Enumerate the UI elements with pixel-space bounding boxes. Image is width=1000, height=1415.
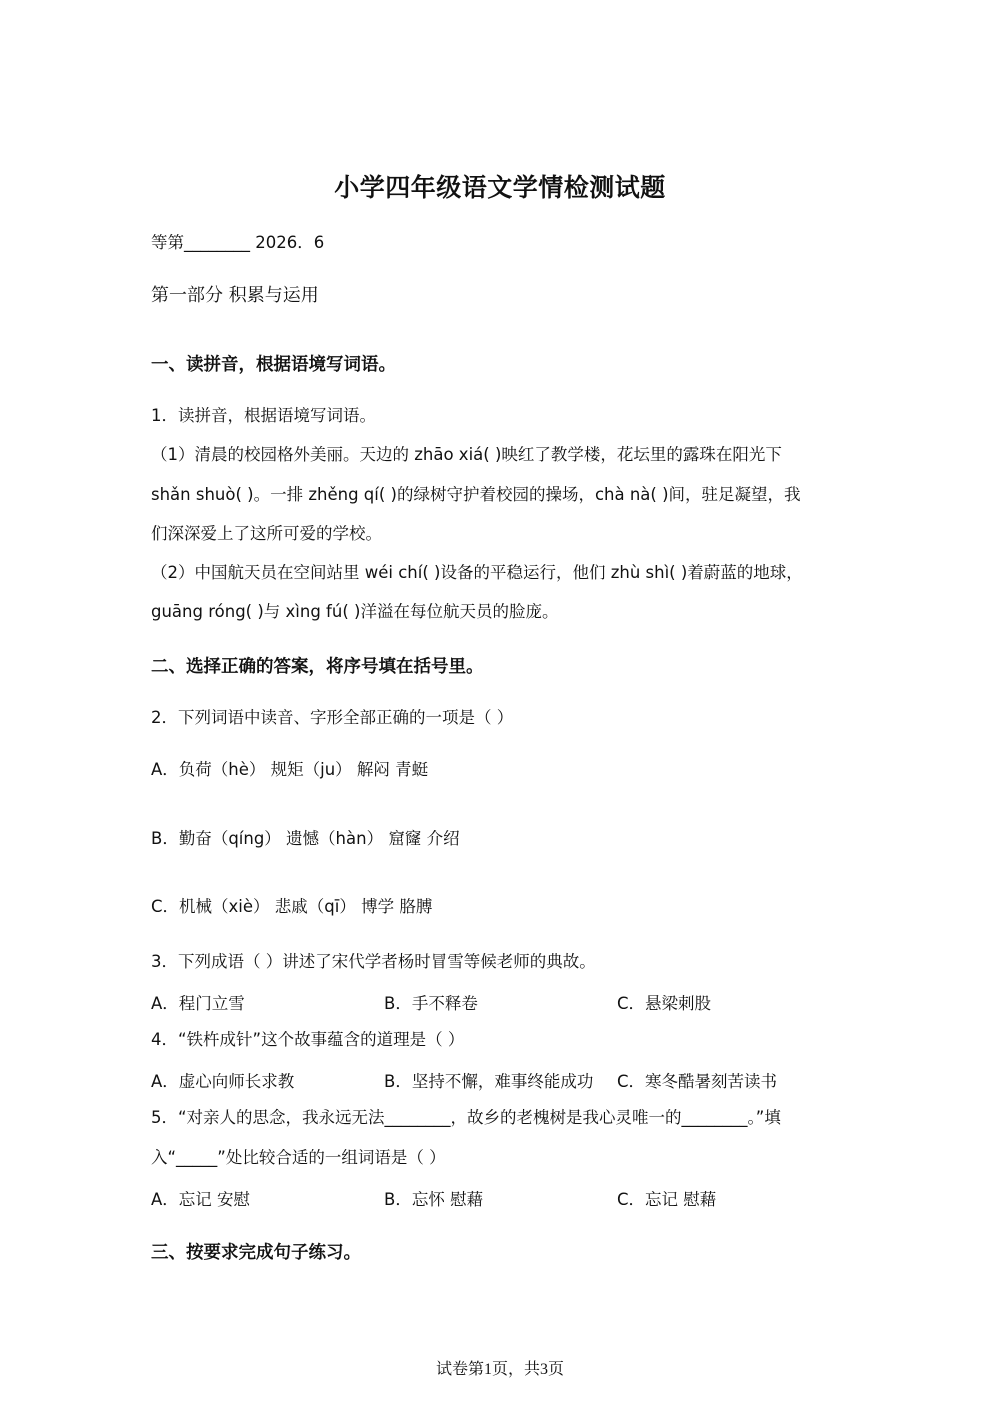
question-2-stem: 2．下列词语中读音、字形全部正确的一项是（ ） [151,708,514,727]
page-footer: 试卷第1页，共3页 [435,1361,564,1378]
question-1-part1-line2: shǎn shuò( )。一排 zhěng qí( )的绿树守护着校园的操场，chà nà( )间，驻足凝望，我 [151,485,801,504]
question-5-line1: 5．“对亲人的思念，我永远无法________，故乡的老槐树是我心灵唯一的________。”填 [151,1108,781,1127]
grade-date-line: 等第________ 2026．6 [151,233,325,252]
question-2-option-c: C．机械（xiè） 悲戚（qī） 博学 胳膊 [151,897,433,916]
question-1-part2-line2: guāng róng( )与 xìng fú( )洋溢在每位航天员的脸庞。 [151,602,559,621]
question-1-part1-line1: （1）清晨的校园格外美丽。天边的 zhāo xiá( )映红了教学楼，花坛里的露珠在阳光下 [151,445,782,464]
question-5-option-b: B．忘怀 慰藉 [384,1190,484,1209]
question-1-stem: 1．读拼音，根据语境写词语。 [151,406,376,425]
question-5-option-a: A．忘记 安慰 [151,1190,251,1209]
question-5-option-c: C．忘记 慰藉 [617,1190,717,1209]
question-2-option-a: A．负荷（hè） 规矩（ju） 解闷 青蜓 [151,760,429,779]
section-heading-3: 三、按要求完成句子练习。 [151,1243,361,1263]
question-3-option-a: A．程门立雪 [151,994,245,1013]
section-heading-2: 二、选择正确的答案，将序号填在括号里。 [151,657,484,677]
page-title: 小学四年级语文学情检测试题 [334,173,666,202]
question-4-option-c: C．寒冬酷暑刻苦读书 [617,1072,778,1091]
question-3-stem: 3．下列成语（ ）讲述了宋代学者杨时冒雪等候老师的典故。 [151,952,596,971]
question-5-line2: 入“_____”处比较合适的一组词语是（ ） [151,1148,446,1167]
question-1-part1-line3: 们深深爱上了这所可爱的学校。 [151,524,382,543]
question-3-option-b: B．手不释卷 [384,994,478,1013]
question-4-stem: 4．“铁杵成针”这个故事蕴含的道理是（ ） [151,1030,465,1049]
question-2-option-b: B．勤奋（qíng） 遗憾（hàn） 窟窿 介绍 [151,829,460,848]
question-3-option-c: C．悬梁刺股 [617,994,712,1013]
section-heading-1: 一、读拼音，根据语境写词语。 [151,355,396,375]
question-4-option-b: B．坚持不懈，难事终能成功 [384,1072,594,1091]
question-4-option-a: A．虚心向师长求教 [151,1072,295,1091]
question-1-part2-line1: （2）中国航天员在空间站里 wéi chí( )设备的平稳运行，他们 zhù shì( )着蔚蓝的地球， [151,563,803,582]
part-heading: 第一部分 积累与运用 [151,285,319,306]
